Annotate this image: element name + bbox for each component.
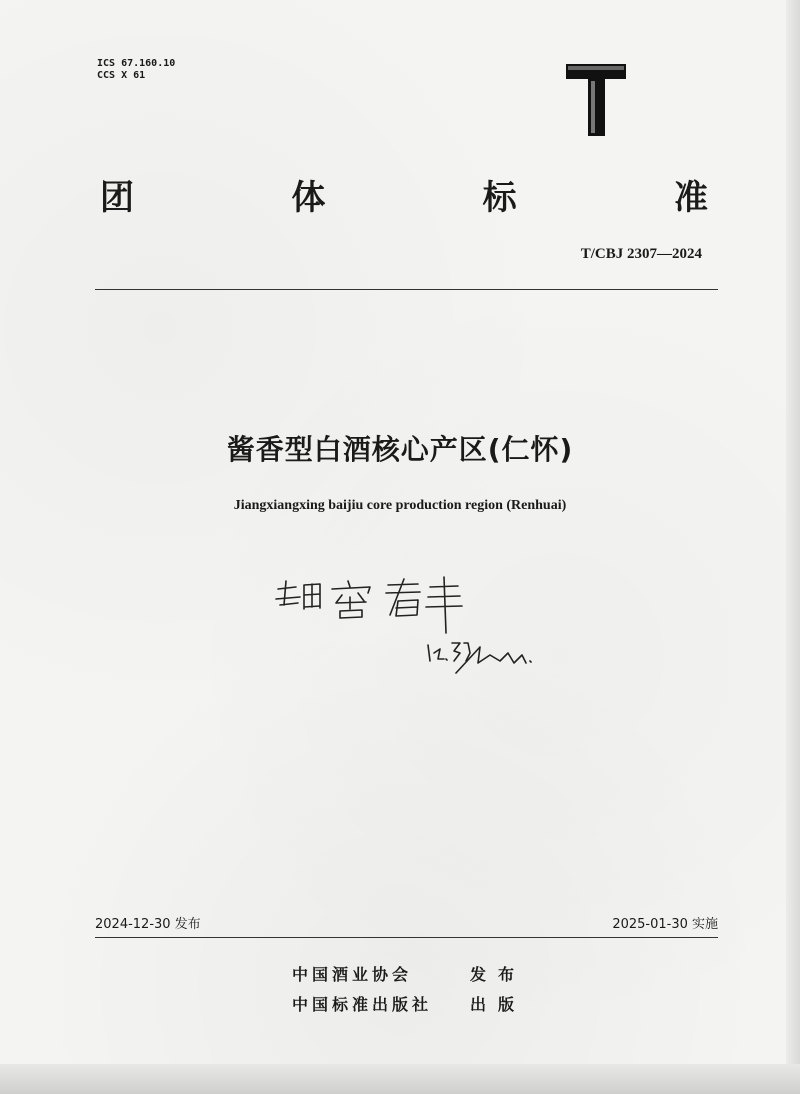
bottom-divider: [95, 937, 718, 938]
release-dates: [95, 913, 718, 932]
standard-type-char: 标: [482, 178, 519, 218]
top-divider: [95, 289, 718, 290]
standard-type-char: 准: [673, 178, 710, 218]
publisher-row: [292, 990, 526, 1020]
publishers-block: [292, 960, 526, 1020]
group-standard-t-logo: [566, 64, 626, 136]
standard-type-char: 体: [291, 178, 328, 218]
standard-number: T/CBJ 2307—2024: [580, 246, 702, 262]
page-edge-shadow: [786, 0, 800, 1094]
publisher-role: 发布: [470, 965, 527, 984]
publisher-role: 出版: [470, 995, 527, 1014]
publisher-name: 中国标准出版社: [292, 995, 433, 1014]
issue-date: 2024-12-30 发布: [95, 917, 201, 932]
ics-code: ICS 67.160.10: [97, 58, 176, 69]
publisher-name: 中国酒业协会: [292, 965, 413, 984]
publisher-row: [292, 960, 526, 990]
standard-type-heading: [100, 170, 710, 219]
title-english: Jiangxiangxing baijiu core production region (Renhuai): [233, 498, 567, 513]
handwritten-signature: [270, 575, 560, 675]
standard-type-char: 团: [100, 178, 136, 218]
ccs-code: CCS X 61: [97, 70, 146, 81]
classification-codes: [97, 58, 175, 82]
title-chinese: 酱香型白酒核心产区(仁怀): [226, 433, 574, 466]
implementation-date: 2025-01-30 实施: [612, 917, 718, 932]
page-bottom-edge: [0, 1064, 800, 1094]
